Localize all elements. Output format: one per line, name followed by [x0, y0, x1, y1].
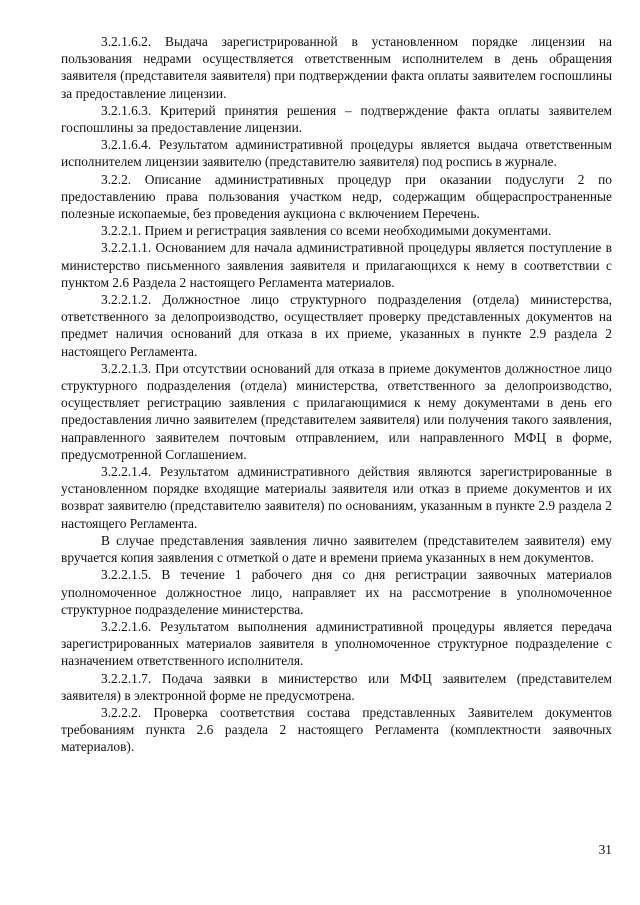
paragraph-copy-receipt: В случае представления заявления лично заявителем (представителем заявителя) ему вручается копия заявления с отметкой о дате и времени приема указанных в нем документов.: [61, 532, 612, 566]
paragraph-3-2-1-6-3: 3.2.1.6.3. Критерий принятия решения – подтверждение факта оплаты заявителем госпошлины за предоставление лицензии.: [61, 102, 612, 136]
document-page: [61, 33, 612, 756]
paragraph-3-2-2-1-1: 3.2.2.1.1. Основанием для начала административной процедуры является поступление в министерство письменного заявления заявителя и прилагающихся к нему в соответствии с пунктом 2.6 Раздела 2 настоящего Регламента материалов.: [61, 240, 612, 290]
paragraph-3-2-1-6-2: 3.2.1.6.2. Выдача зарегистрированной в установленном порядке лицензии на пользования недрами осуществляется ответственным исполнителем в день обращения заявителя (представителя заявителя) при подтверждении факта оплаты заявителем госпошлины за предоставление лицензии.: [61, 34, 612, 101]
paragraph-3-2-2-1-6: 3.2.2.1.6. Результатом выполнения административной процедуры является передача зарегистрированных материалов заявителя в уполномоченное структурное подразделение с назначением ответственного исполнителя.: [61, 618, 612, 669]
paragraph-3-2-2-1: 3.2.2.1. Прием и регистрация заявления со всеми необходимыми документами.: [101, 223, 552, 239]
paragraph-3-2-2: 3.2.2. Описание административных процедур при оказании подуслуги 2 по предоставлению права пользования участком недр, содержащим общераспространенные полезные ископаемые, без проведения аукциона с включением Перечень.: [61, 171, 612, 222]
paragraph-3-2-2-1-7: 3.2.2.1.7. Подача заявки в министерство или МФЦ заявителем (представителем заявителя) в электронной форме не предусмотрена.: [61, 670, 612, 703]
paragraph-3-2-2-2: 3.2.2.2. Проверка соответствия состава представленных Заявителем документов требованиям пункта 2.6 раздела 2 настоящего Регламента (комплектности заявочных материалов).: [61, 704, 612, 755]
paragraph-3-2-2-1-4: 3.2.2.1.4. Результатом административного действия являются зарегистрированные в установленном порядке входящие материалы заявителя или отказ в приеме документов и их возврат заявителю (представителю заявителя) по основаниям, указанным в пункте 2.9 раздела 2 настоящего Регламента.: [61, 464, 612, 531]
page-number: 31: [598, 842, 612, 857]
paragraph-3-2-2-1-3: 3.2.2.1.3. При отсутствии оснований для отказа в приеме документов должностное лицо структурного подразделения (отдела) министерства, ответственного за делопроизводство, осуществляет регистрацию заявления с прилагающимися к нему документами в день его предоставления лично заявителем (представителем заявителя) или получения такого заявления, направленного заявителем почтовым отправлением, или направленного МФЦ в форме, предусмотренной Соглашением.: [61, 360, 612, 462]
paragraph-3-2-2-1-5: 3.2.2.1.5. В течение 1 рабочего дня со дня регистрации заявочных материалов уполномоченное должностное лицо, направляет их на рассмотрение в уполномоченное структурное подразделение министерства.: [61, 567, 612, 617]
paragraph-3-2-1-6-4: 3.2.1.6.4. Результатом административной процедуры является выдача ответственным исполнителем лицензии заявителю (представителю заявителя) под роспись в журнале.: [61, 137, 612, 170]
paragraph-3-2-2-1-2: 3.2.2.1.2. Должностное лицо структурного подразделения (отдела) министерства, ответственного за делопроизводство, осуществляет проверку представленных документов на предмет наличия оснований для отказа в их приеме, указанных в пункте 2.9 раздела 2 настоящего Регламента.: [61, 292, 612, 359]
